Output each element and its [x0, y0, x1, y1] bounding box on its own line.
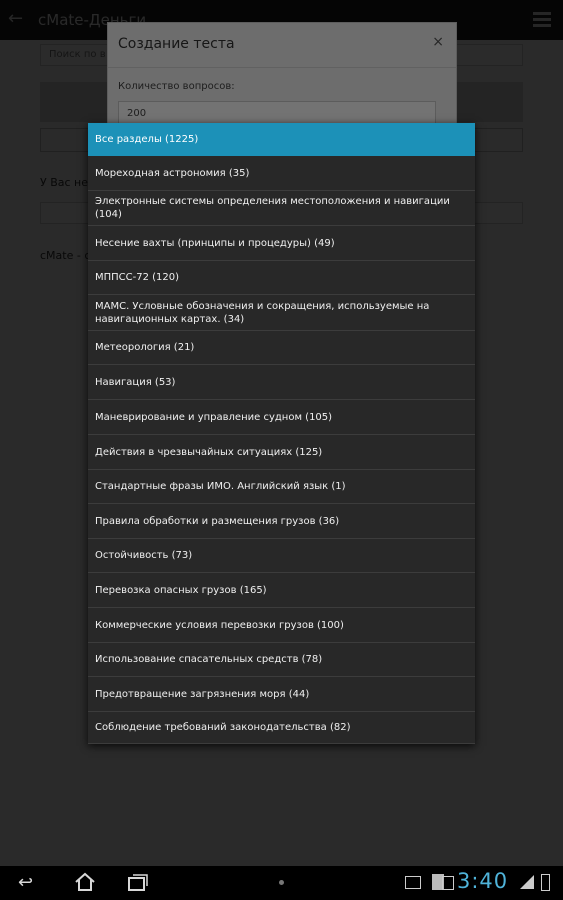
dropdown-item-label: Стандартные фразы ИМО. Английский язык (1): [95, 481, 346, 492]
dropdown-item[interactable]: [88, 470, 475, 504]
nav-home-icon[interactable]: [74, 872, 96, 892]
dropdown-item-label: МАМС. Условные обозначения и сокращения, используемые на навигационных картах. (34): [95, 300, 430, 325]
dropdown-item-label: Перевозка опасных грузов (165): [95, 584, 267, 596]
dropdown-item-label: Метеорология (21): [95, 342, 195, 353]
dropdown-item[interactable]: [88, 608, 475, 643]
nav-back-icon[interactable]: ↩: [18, 872, 34, 893]
dropdown-item[interactable]: [88, 261, 475, 295]
section-dropdown-list: [88, 123, 475, 744]
dropdown-item-label: Несение вахты (принципы и процедуры) (49): [95, 237, 335, 249]
dropdown-item[interactable]: [88, 504, 475, 539]
dropdown-item-label: Соблюдение требований законодательства (82): [95, 722, 351, 733]
dropdown-item[interactable]: [88, 295, 475, 331]
dropdown-item-label: Правила обработки и размещения грузов (36): [95, 515, 340, 527]
dropdown-item-label: Предотвращение загрязнения моря (44): [95, 688, 310, 700]
dropdown-item-label: Все разделы (1225): [95, 134, 199, 145]
dropdown-item[interactable]: [88, 573, 475, 608]
dropdown-item[interactable]: [88, 156, 475, 191]
dropdown-item-label: Навигация (53): [95, 376, 176, 388]
battery-icon: [541, 874, 550, 891]
dropdown-item[interactable]: [88, 331, 475, 365]
status-clock: 3:40: [457, 869, 509, 893]
dropdown-item-label: Мореходная астрономия (35): [95, 167, 250, 179]
dropdown-item[interactable]: [88, 712, 475, 744]
wifi-signal-icon: [520, 875, 534, 889]
system-navigation-bar: [0, 866, 563, 900]
dropdown-item[interactable]: [88, 123, 475, 156]
dropdown-item-label: Использование спасательных средств (78): [95, 654, 323, 665]
dropdown-item-label: Остойчивость (73): [95, 550, 193, 561]
dropdown-item[interactable]: [88, 677, 475, 712]
nav-recent-apps-icon[interactable]: [128, 874, 148, 891]
dropdown-item-label: Маневрирование и управление судном (105): [95, 411, 333, 423]
nav-indicator-dot: [279, 880, 284, 885]
dropdown-item[interactable]: [88, 400, 475, 435]
dropdown-item-label: Электронные системы определения местоположения и навигации (104): [95, 196, 450, 220]
dropdown-item-label: Коммерческие условия перевозки грузов (100): [95, 619, 344, 631]
dropdown-item[interactable]: [88, 226, 475, 261]
gallery-notification-icon: [405, 876, 421, 889]
dropdown-item[interactable]: [88, 191, 475, 226]
dropdown-item-label: Действия в чрезвычайных ситуациях (125): [95, 446, 323, 458]
dropdown-item[interactable]: [88, 365, 475, 400]
notification-icon: [442, 876, 454, 890]
dropdown-item-label: МППСС-72 (120): [95, 272, 180, 283]
dropdown-item[interactable]: [88, 435, 475, 470]
dropdown-item[interactable]: [88, 539, 475, 573]
dropdown-item[interactable]: [88, 643, 475, 677]
